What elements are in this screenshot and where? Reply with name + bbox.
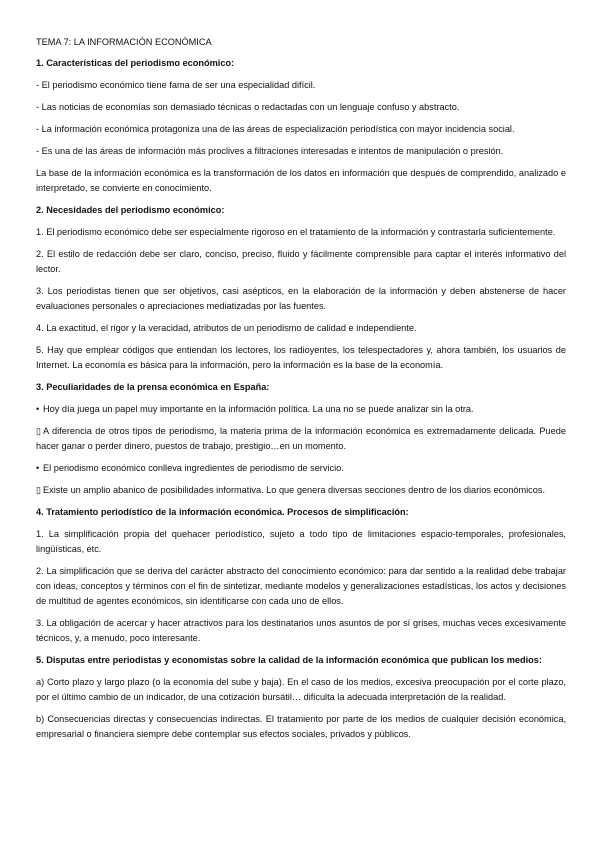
section-2-item: 4. La exactitud, el rigor y la veracidad, atributos de un periodismo de calidad e independiente. <box>36 323 417 333</box>
document-title: TEMA 7: LA INFORMACIÓN ECONÓMICA <box>36 37 212 47</box>
section-2-item: 2. El estilo de redacción debe ser claro, conciso, preciso, fluido y fácilmente comprensible para captar el interés informativo del lector. <box>36 249 566 274</box>
bullet-text: A diferencia de otros tipos de periodismo, la materia prima de la información económica es extremadamente delicada. Puede hacer ganar o perder dinero, puestos de trabajo, prestigio…en un momento. <box>36 426 566 451</box>
section-3-bullet <box>36 424 566 454</box>
bullet-text: Existe un amplio abanico de posibilidades informativa. Lo que genera diversas secciones dentro de los diarios económicos. <box>43 485 546 495</box>
section-1-paragraph: La base de la información económica es la transformación de los datos en información que después de comprendido, analizado e interpretado, se convierte en conocimiento. <box>36 168 566 193</box>
document-page <box>36 35 566 749</box>
section-5-item: a) Corto plazo y largo plazo (o la economía del sube y baja). En el caso de los medios, excesiva preocupación por el corte plazo, por el último cambio de un indicador, de una cotización bursátil… dificulta la adecuada interpretación de la realidad. <box>36 677 566 702</box>
bullet-text: El periodismo económico conlleva ingredientes de periodismo de servicio. <box>43 463 344 473</box>
section-5-heading: 5. Disputas entre periodistas y economistas sobre la calidad de la información económica que publican los medios: <box>36 655 542 665</box>
section-1-heading: 1. Características del periodismo económico: <box>36 58 235 68</box>
section-3-bullet <box>36 483 566 498</box>
bullet-marker: ▯ <box>36 426 42 436</box>
section-2-item: 1. El periodismo económico debe ser especialmente rigoroso en el tratamiento de la información y contrastarla suficientemente. <box>36 227 556 237</box>
bullet-marker: • <box>36 463 40 473</box>
bullet-marker: • <box>36 404 40 414</box>
bullet-marker: ▯ <box>36 485 42 495</box>
section-3-bullet <box>36 402 566 417</box>
section-1-item: - El periodismo económico tiene fama de ser una especialidad difícil. <box>36 80 316 90</box>
section-2-item: 3. Los periodistas tienen que ser objetivos, casi asépticos, en la elaboración de la información y deben abstenerse de hacer evaluaciones personales o apreciaciones mediatizadas por las fuentes. <box>36 286 566 311</box>
section-1-item: - Las noticias de economías son demasiado técnicas o redactadas con un lenguaje confuso y abstracto. <box>36 102 460 112</box>
section-1-item: - Es una de las áreas de información más proclives a filtraciones interesadas e intentos de manipulación o presión. <box>36 146 504 156</box>
bullet-text: Hoy día juega un papel muy importante en la información política. La una no se puede analizar sin la otra. <box>43 404 474 414</box>
section-4-item: 3. La obligación de acercar y hacer atractivos para los destinatarios unos asuntos de por sí grises, muchas veces excesivamente técnicos, y, a menudo, poco interesante. <box>36 618 566 643</box>
section-4-item: 2. La simplificación que se deriva del carácter abstracto del conocimiento económico: para dar sentido a la realidad debe trabajar con ideas, conceptos y términos con el fin de sintetizar, mediante modelos y generalizaciones estadísticas, los actos y decisiones de multitud de agentes económicos, sin identificarse con cada uno de ellos. <box>36 566 566 606</box>
section-2-item: 5. Hay que emplear códigos que entiendan los lectores, los radioyentes, los telespectadores y, ahora también, los usuarios de Internet. La economía es básica para la información, pero la información es la base de la economía. <box>36 345 566 370</box>
section-3-heading: 3. Peculiaridades de la prensa económica en España: <box>36 382 270 392</box>
section-4-heading: 4. Tratamiento periodístico de la información económica. Procesos de simplificación: <box>36 507 409 517</box>
section-3-bullet <box>36 461 566 476</box>
section-4-item: 1. La simplificación propia del quehacer periodístico, sujeto a todo tipo de limitaciones espacio-temporales, profesionales, lingüísticas, etc. <box>36 529 566 554</box>
section-5-item: b) Consecuencias directas y consecuencias indirectas. El tratamiento por parte de los medios de cualquier decisión económica, empresarial o financiera siempre debe contemplar sus efectos sociales, privados y públicos. <box>36 714 566 739</box>
section-2-heading: 2. Necesidades del periodismo económico: <box>36 205 225 215</box>
section-1-item: - La información económica protagoniza una de las áreas de especialización periodística con mayor incidencia social. <box>36 124 515 134</box>
